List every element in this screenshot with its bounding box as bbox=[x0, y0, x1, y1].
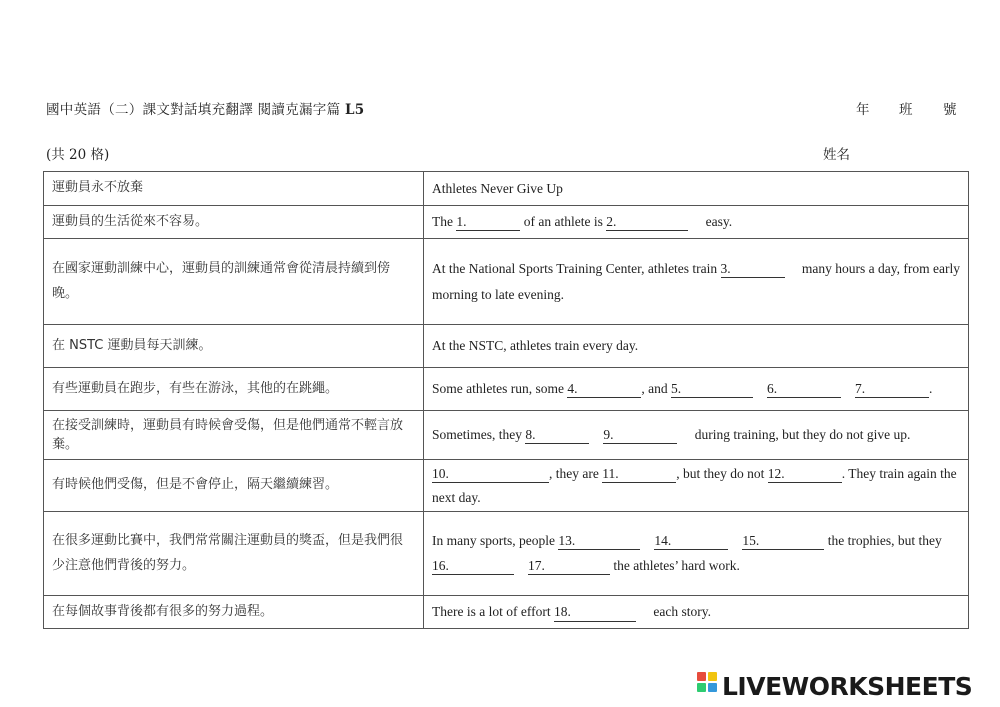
worksheet-title bbox=[46, 98, 364, 118]
blank-16[interactable]: 16. bbox=[432, 558, 514, 575]
english-cell: At the National Sports Training Center, athletes train 3. many hours a day, from early morning to late evening. bbox=[424, 239, 969, 325]
chinese-cell: 在國家運動訓練中心，運動員的訓練通常會從清晨持續到傍晚。 bbox=[44, 239, 424, 325]
blank-11[interactable]: 11. bbox=[602, 466, 676, 483]
brand-name: LIVEWORKSHEETS bbox=[722, 671, 973, 701]
table-row bbox=[44, 460, 969, 512]
blank-9[interactable]: 9. bbox=[603, 427, 677, 444]
table-row bbox=[44, 206, 969, 239]
blank-14[interactable]: 14. bbox=[654, 533, 728, 550]
blank-5[interactable]: 5. bbox=[671, 381, 753, 398]
cube-red bbox=[697, 672, 706, 681]
english-cell: Athletes Never Give Up bbox=[424, 172, 969, 206]
table-row bbox=[44, 512, 969, 596]
chinese-cell: 有些運動員在跑步，有些在游泳，其他的在跳繩。 bbox=[44, 368, 424, 411]
table-row bbox=[44, 368, 969, 411]
name-label: 姓名 bbox=[823, 147, 850, 163]
chinese-cell: 運動員永不放棄 bbox=[44, 172, 424, 206]
blank-1[interactable]: 1. bbox=[456, 214, 520, 231]
blank-18[interactable]: 18. bbox=[554, 604, 636, 621]
blank-12[interactable]: 12. bbox=[768, 466, 842, 483]
chinese-cell: 有時候他們受傷，但是不會停止，隔天繼續練習。 bbox=[44, 460, 424, 512]
blank-6[interactable]: 6. bbox=[767, 381, 841, 398]
english-cell: The 1. of an athlete is 2. easy. bbox=[424, 206, 969, 239]
number-label: 號 bbox=[943, 102, 957, 118]
blank-count: (共 20 格) bbox=[46, 147, 110, 163]
blank-13[interactable]: 13. bbox=[558, 533, 640, 550]
blank-15[interactable]: 15. bbox=[742, 533, 824, 550]
english-cell: 10. , they are 11. , but they do not 12. . They train again the next day. bbox=[424, 460, 969, 512]
blank-8[interactable]: 8. bbox=[525, 427, 589, 444]
blank-2[interactable]: 2. bbox=[606, 214, 688, 231]
english-cell: In many sports, people 13. 14. 15. the trophies, but they 16. 17. the athletes’ hard work. bbox=[424, 512, 969, 596]
translation-table bbox=[43, 171, 969, 629]
table-row bbox=[44, 325, 969, 368]
cubes-icon bbox=[697, 672, 719, 700]
english-cell: At the NSTC, athletes train every day. bbox=[424, 325, 969, 368]
class-label: 班 bbox=[899, 102, 913, 118]
table-row bbox=[44, 411, 969, 460]
title-text: 國中英語（二）課文對話填充翻譯 閱讀克漏字篇 bbox=[46, 102, 345, 118]
blank-17[interactable]: 17. bbox=[528, 558, 610, 575]
english-cell: There is a lot of effort 18. each story. bbox=[424, 596, 969, 629]
year-label: 年 bbox=[856, 102, 870, 118]
blank-10[interactable]: 10. bbox=[432, 466, 549, 483]
chinese-cell: 在接受訓練時，運動員有時候會受傷，但是他們通常不輕言放棄。 bbox=[44, 411, 424, 460]
english-cell: Some athletes run, some 4. , and 5. 6. 7. . bbox=[424, 368, 969, 411]
blank-4[interactable]: 4. bbox=[567, 381, 641, 398]
blank-7[interactable]: 7. bbox=[855, 381, 929, 398]
chinese-cell: 在 NSTC 運動員每天訓練。 bbox=[44, 325, 424, 368]
chinese-cell: 在很多運動比賽中，我們常常關注運動員的獎盃，但是我們很少注意他們背後的努力。 bbox=[44, 512, 424, 596]
cube-green bbox=[697, 683, 706, 692]
chinese-cell: 在每個故事背後都有很多的努力過程。 bbox=[44, 596, 424, 629]
table-row bbox=[44, 172, 969, 206]
chinese-cell: 運動員的生活從來不容易。 bbox=[44, 206, 424, 239]
table-row bbox=[44, 239, 969, 325]
table-row bbox=[44, 596, 969, 629]
blank-3[interactable]: 3. bbox=[721, 261, 785, 278]
liveworksheets-logo bbox=[697, 672, 972, 700]
cube-yellow bbox=[708, 672, 717, 681]
cube-blue bbox=[708, 683, 717, 692]
title-lesson: L5 bbox=[344, 102, 365, 118]
english-cell: Sometimes, they 8. 9. during training, but they do not give up. bbox=[424, 411, 969, 460]
